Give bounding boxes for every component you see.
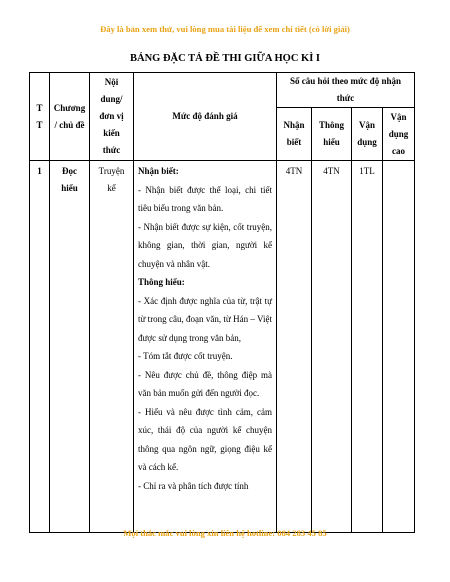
specification-table <box>29 72 415 533</box>
desc-item: - Hiểu và nêu được tình cảm, cảm xúc, thái độ của người kể chuyện thông qua ngôn ngữ, giọng điệu kể và cách kể. <box>138 406 272 472</box>
header-understand: Thông hiểu <box>312 108 352 161</box>
desc-item: - Nhận biết được thể loại, chi tiết tiêu biểu trong văn bản. <box>138 184 272 213</box>
row-apply-high-count <box>383 161 415 533</box>
header-chapter: Chương / chủ đề <box>50 73 90 161</box>
hotline-footer-banner: Mọi thắc mắc vui lòng xin liên hệ hotline: 084 283 45 85 <box>123 528 327 538</box>
label-recognize: Nhận biết: <box>138 166 179 176</box>
row-assessment-description <box>134 161 277 533</box>
header-apply: Vận dụng <box>352 108 383 161</box>
header-assessment-level: Mức độ đánh giá <box>134 73 277 161</box>
desc-item: - Chỉ ra và phân tích được tính <box>138 480 249 491</box>
header-apply-high: Vận dụng cao <box>383 108 415 161</box>
header-recognize: Nhận biết <box>277 108 312 161</box>
row-number: 1 <box>30 161 50 533</box>
desc-item: - Xác định được nghĩa của từ, trật tự từ trong câu, đoạn văn, từ Hán – Việt được sử dụng trong văn bản, <box>138 295 272 343</box>
row-understand-count: 4TN <box>312 161 352 533</box>
row-chapter: Đọc hiểu <box>50 161 90 533</box>
row-apply-count: 1TL <box>352 161 383 533</box>
header-tt: T T <box>30 73 50 161</box>
preview-notice-banner: Đây là bản xem thử, vui lòng mua tài liệu để xem chi tiết (có lời giải) <box>100 24 350 34</box>
desc-item: - Nhận biết được sự kiện, cốt truyện, không gian, thời gian, người kể chuyện và nhân vật. <box>138 221 272 269</box>
header-content: Nội dung/ đơn vị kiến thức <box>90 73 134 161</box>
label-understand: Thông hiểu: <box>138 277 185 287</box>
document-title: BẢNG ĐẶC TẢ ĐỀ THI GIỮA HỌC KÌ I <box>129 53 320 64</box>
row-content: Truyện kể <box>90 161 134 533</box>
desc-item: - Tóm tắt được cốt truyện. <box>138 351 233 361</box>
table-row <box>30 161 415 533</box>
row-recognize-count: 4TN <box>277 161 312 533</box>
desc-item: - Nêu được chủ đề, thông điệp mà văn bản muốn gửi đến người đọc. <box>138 369 272 398</box>
header-question-count: Số câu hỏi theo mức độ nhận thức <box>277 73 415 108</box>
